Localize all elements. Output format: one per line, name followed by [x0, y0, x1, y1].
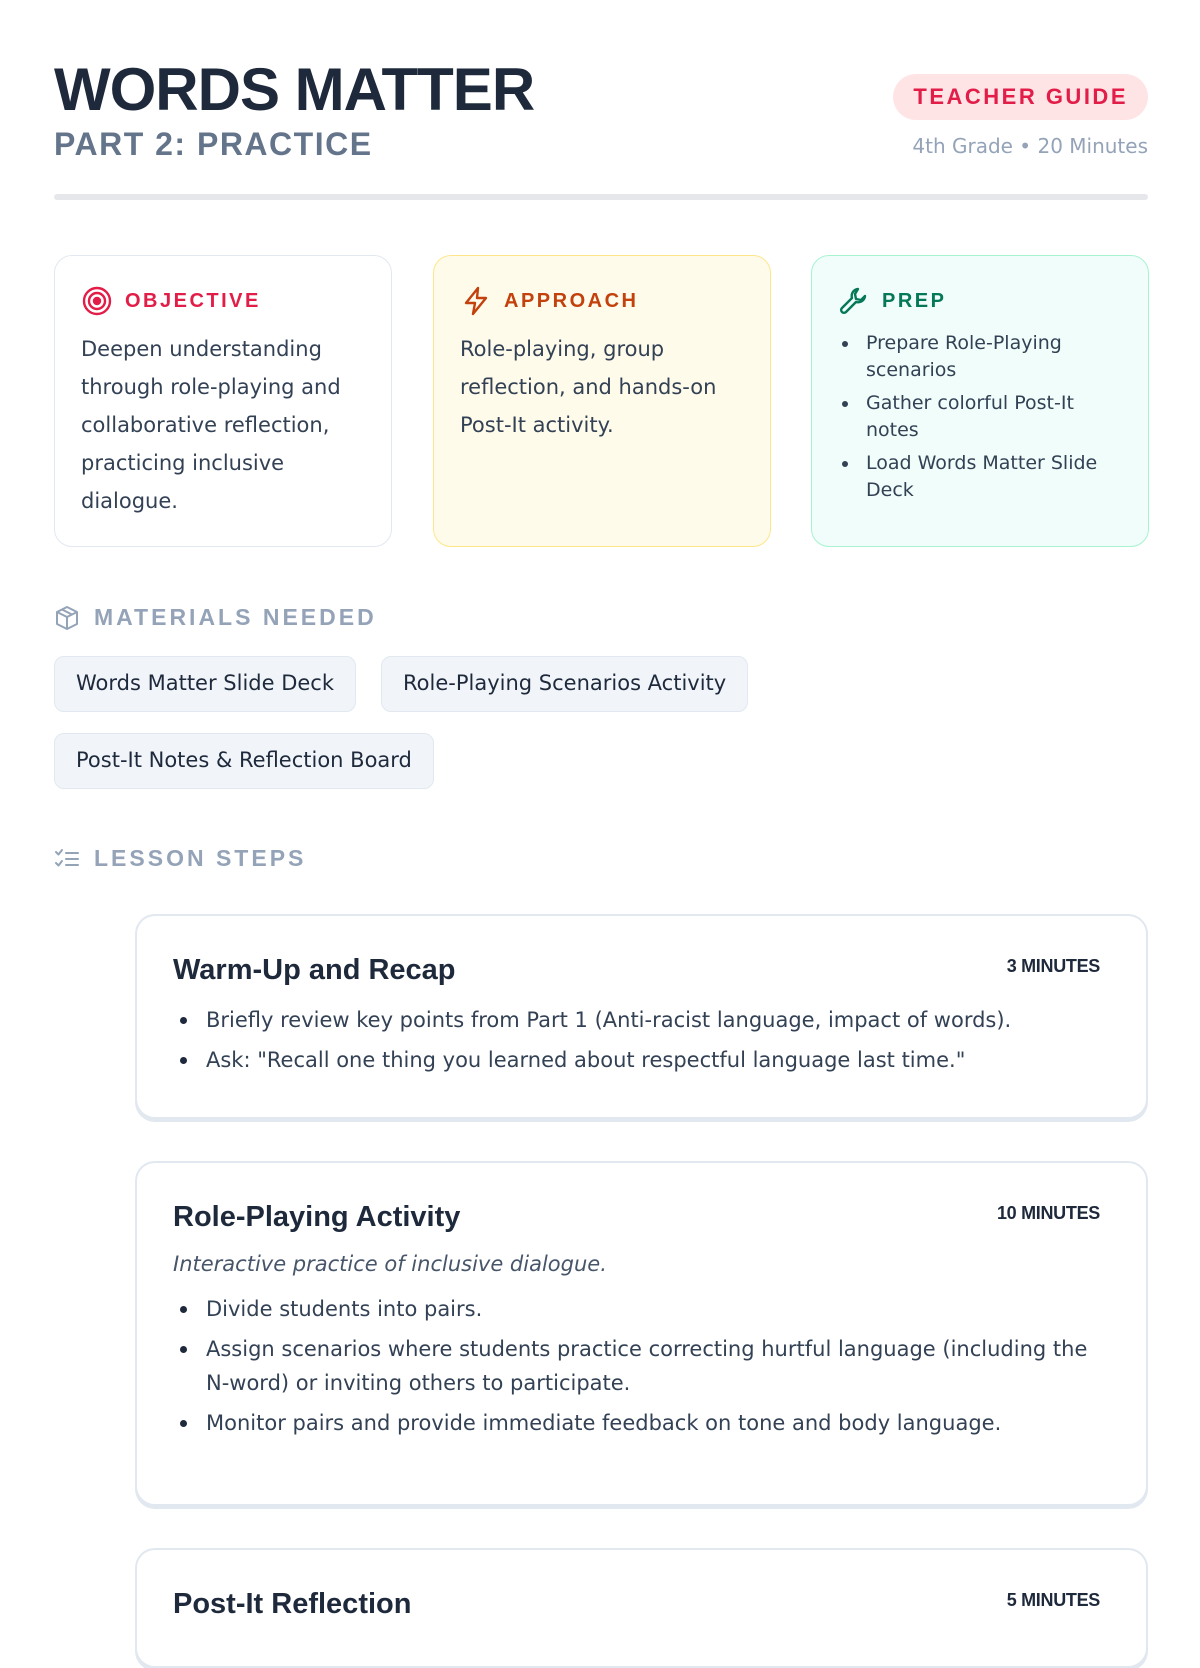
lesson-step-card [135, 1161, 1148, 1506]
step-title: Post-It Reflection [173, 1588, 412, 1620]
objective-text: Deepen understanding through role-playing and collaborative reflection, practicing inclusive dialogue. [81, 337, 341, 513]
prep-item: Gather colorful Post-It notes [838, 390, 1122, 444]
prep-item: Prepare Role-Playing scenarios [838, 330, 1122, 384]
step-duration: 10 MINUTES [996, 1203, 1100, 1223]
step-item: Ask: "Recall one thing you learned about respectful language last time." [173, 1043, 1112, 1077]
approach-label: APPROACH [504, 289, 639, 312]
step-item: Assign scenarios where students practice correcting hurtful language (including the N-word) or inviting others to participate. [173, 1332, 1112, 1400]
lightning-icon [460, 285, 492, 317]
step-item: Monitor pairs and provide immediate feedback on tone and body language. [173, 1406, 1112, 1440]
prep-card [811, 255, 1149, 547]
approach-card [433, 255, 771, 547]
prep-label: PREP [882, 289, 947, 312]
objective-card [54, 255, 392, 547]
materials-label: MATERIALS NEEDED [94, 604, 377, 630]
objective-label: OBJECTIVE [125, 289, 261, 312]
step-item: Divide students into pairs. [173, 1292, 1112, 1326]
materials-heading [54, 604, 377, 631]
prep-item: Load Words Matter Slide Deck [838, 450, 1122, 504]
page-title: WORDS MATTER [54, 56, 535, 123]
package-icon [54, 605, 80, 631]
wrench-icon [838, 285, 870, 317]
header [54, 56, 1148, 162]
grade-duration-meta: 4th Grade • 20 Minutes [912, 134, 1148, 158]
lesson-step-card [135, 914, 1148, 1119]
approach-text: Role-playing, group reflection, and hands-on Post-It activity. [460, 337, 717, 437]
material-chip: Role-Playing Scenarios Activity [381, 656, 748, 712]
prep-list [838, 330, 1122, 504]
teacher-guide-badge: TEACHER GUIDE [893, 74, 1148, 120]
lesson-step-card [135, 1548, 1148, 1668]
step-subtitle: Interactive practice of inclusive dialogue. [173, 1252, 607, 1276]
step-list [173, 1292, 1112, 1440]
step-item: Briefly review key points from Part 1 (Anti-racist language, impact of words). [173, 1003, 1112, 1037]
step-title: Role-Playing Activity [173, 1201, 461, 1233]
step-duration: 3 MINUTES [1006, 956, 1100, 976]
step-duration: 5 MINUTES [1006, 1590, 1100, 1610]
lesson-steps-label: LESSON STEPS [94, 845, 307, 871]
material-chip: Words Matter Slide Deck [54, 656, 356, 712]
step-list [173, 1003, 1112, 1077]
checklist-icon [54, 846, 80, 872]
target-icon [81, 285, 113, 317]
material-chip: Post-It Notes & Reflection Board [54, 733, 434, 789]
header-divider [54, 194, 1148, 200]
lesson-steps-heading [54, 845, 306, 872]
page-subtitle: PART 2: PRACTICE [54, 126, 373, 162]
step-title: Warm-Up and Recap [173, 954, 456, 986]
